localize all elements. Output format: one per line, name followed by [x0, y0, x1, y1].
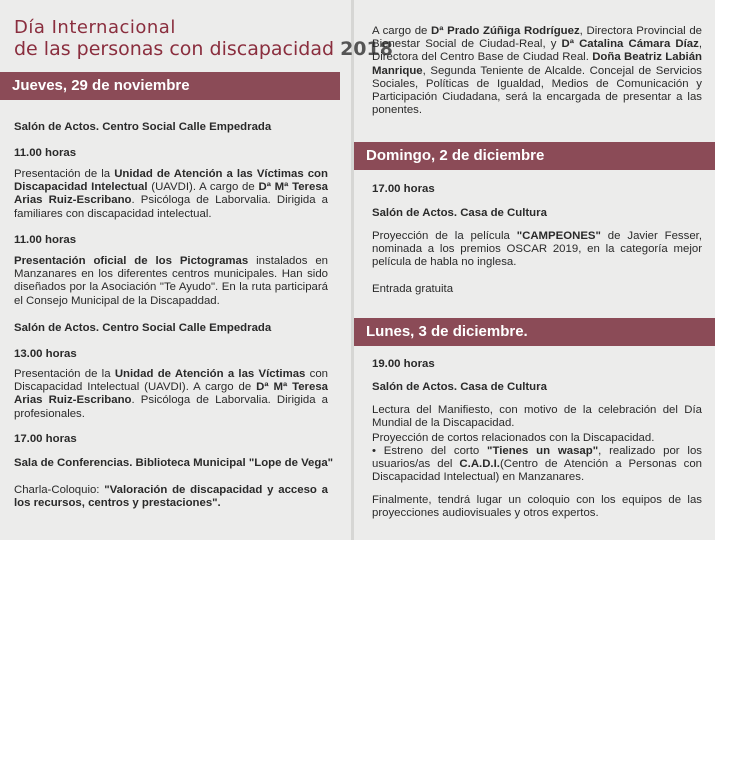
text-span: con Discapacidad Intelectual (UAVDI). A cargo de: [14, 368, 329, 394]
event-description: [372, 445, 702, 485]
text-span-bold: Dª Prado Zúñiga Rodríguez: [431, 25, 580, 37]
text-span-bold: Dª Mª Teresa Arias Ruiz-Escribano: [14, 381, 328, 407]
text-span-bold: Dª Mª Teresa Arias Ruiz-Escribano: [14, 181, 328, 207]
time-label: 19.00 horas: [372, 358, 435, 370]
day-heading-monday: Lunes, 3 de diciembre.: [354, 318, 715, 346]
venue-label: Salón de Actos. Centro Social Calle Empedrada: [14, 322, 272, 334]
event-description: [14, 255, 328, 308]
text-span: , Segunda Teniente de Alcalde. Concejal de Servicios Sociales, Políticas de Igualdad, Medios de Comunicación y Participación Ciudadana, será la encargada de presentar a las ponentes.: [372, 64, 702, 117]
time-label: 11.00 horas: [14, 147, 77, 159]
event-description: Lectura del Manifiesto, con motivo de la celebración del Día Mundial de la Discapacidad.: [372, 404, 702, 430]
entry-note: Entrada gratuita: [372, 283, 454, 295]
text-span: (UAVDI). A cargo de: [147, 181, 259, 194]
event-title-line2: [14, 38, 393, 60]
event-description: [372, 230, 702, 270]
presenters-paragraph: [372, 25, 702, 117]
text-span-bold: "CAMPEONES": [516, 230, 601, 242]
text-span: instalados en Manzanares en los diferentes centros municipales. Han sido diseñados por la Asociación "Te Ayudo". En la ruta participará el Consejo Municipal de la Discapaddad.: [14, 255, 328, 307]
venue-label: Salón de Actos. Casa de Cultura: [372, 381, 547, 393]
text-span: Presentación de la: [14, 368, 115, 380]
text-span: , Directora Provincial de Bienestar Social de Ciudad-Real, y: [372, 25, 702, 51]
text-span: • Estreno del corto: [372, 445, 488, 457]
venue-label: Sala de Conferencias. Biblioteca Municipal "Lope de Vega": [14, 457, 334, 469]
text-span: Presentación de la: [14, 168, 115, 180]
text-span-bold: C.A.D.I.: [459, 458, 500, 471]
event-description: [14, 168, 328, 221]
venue-label: Salón de Actos. Casa de Cultura: [372, 207, 547, 219]
text-span-bold: Dª Catalina Cámara Díaz: [561, 38, 699, 51]
time-label: 17.00 horas: [372, 183, 435, 195]
text-span-bold: "Valoración de discapacidad y acceso a los recursos, centros y prestaciones".: [14, 484, 328, 510]
text-span: . Psicóloga de Laborvalia. Dirigida a profesionales.: [14, 394, 328, 420]
text-span: . Psicóloga de Laborvalia. Dirigida a familiares con discapacidad intelectual.: [14, 194, 328, 220]
event-description: [14, 484, 328, 510]
event-description: Proyección de cortos relacionados con la Discapacidad.: [372, 432, 655, 444]
venue-label: Salón de Actos. Centro Social Calle Empedrada: [14, 121, 272, 133]
text-span: Charla-Coloquio:: [14, 484, 105, 496]
text-span-bold: Presentación oficial de los Pictogramas: [14, 255, 249, 267]
day-heading-thursday: Jueves, 29 de noviembre: [0, 72, 340, 100]
event-title-text: de las personas con discapacidad: [14, 38, 335, 60]
fold-line: [351, 0, 354, 540]
event-year: 2018: [340, 38, 393, 60]
event-title-line1: Día Internacional: [14, 17, 176, 38]
text-span: de Javier Fesser, nominada a los premios OSCAR 2019, en la categoría mejor película de habla no inglesa.: [372, 230, 702, 269]
time-label: 13.00 horas: [14, 348, 77, 360]
text-span-bold: "Tienes un wasap": [487, 445, 599, 457]
text-span: , Directora del Centro Base de Ciudad Real.: [372, 38, 702, 64]
time-label: 17.00 horas: [14, 433, 77, 445]
text-span-bold: Doña Beatriz Labián Manrique: [372, 51, 702, 77]
text-span: Proyección de la película: [372, 230, 517, 242]
event-description: [14, 368, 328, 421]
time-label: 11.00 horas: [14, 234, 77, 246]
text-span-bold: Unidad de Atención a las Víctimas: [114, 368, 306, 380]
day-heading-sunday: Domingo, 2 de diciembre: [354, 142, 715, 170]
text-span: , realizado por los usuarios/as del: [372, 445, 702, 471]
text-span-bold: Unidad de Atención a las Víctimas con Discapacidad Intelectual: [14, 168, 328, 194]
text-span: A cargo de: [372, 25, 432, 37]
text-span: (Centro de Atención a Personas con Discapacidad Intelectual) en Manzanares.: [372, 458, 703, 484]
event-description: Finalmente, tendrá lugar un coloquio con los equipos de las proyecciones audiovisuales y otros expertos.: [372, 494, 702, 520]
